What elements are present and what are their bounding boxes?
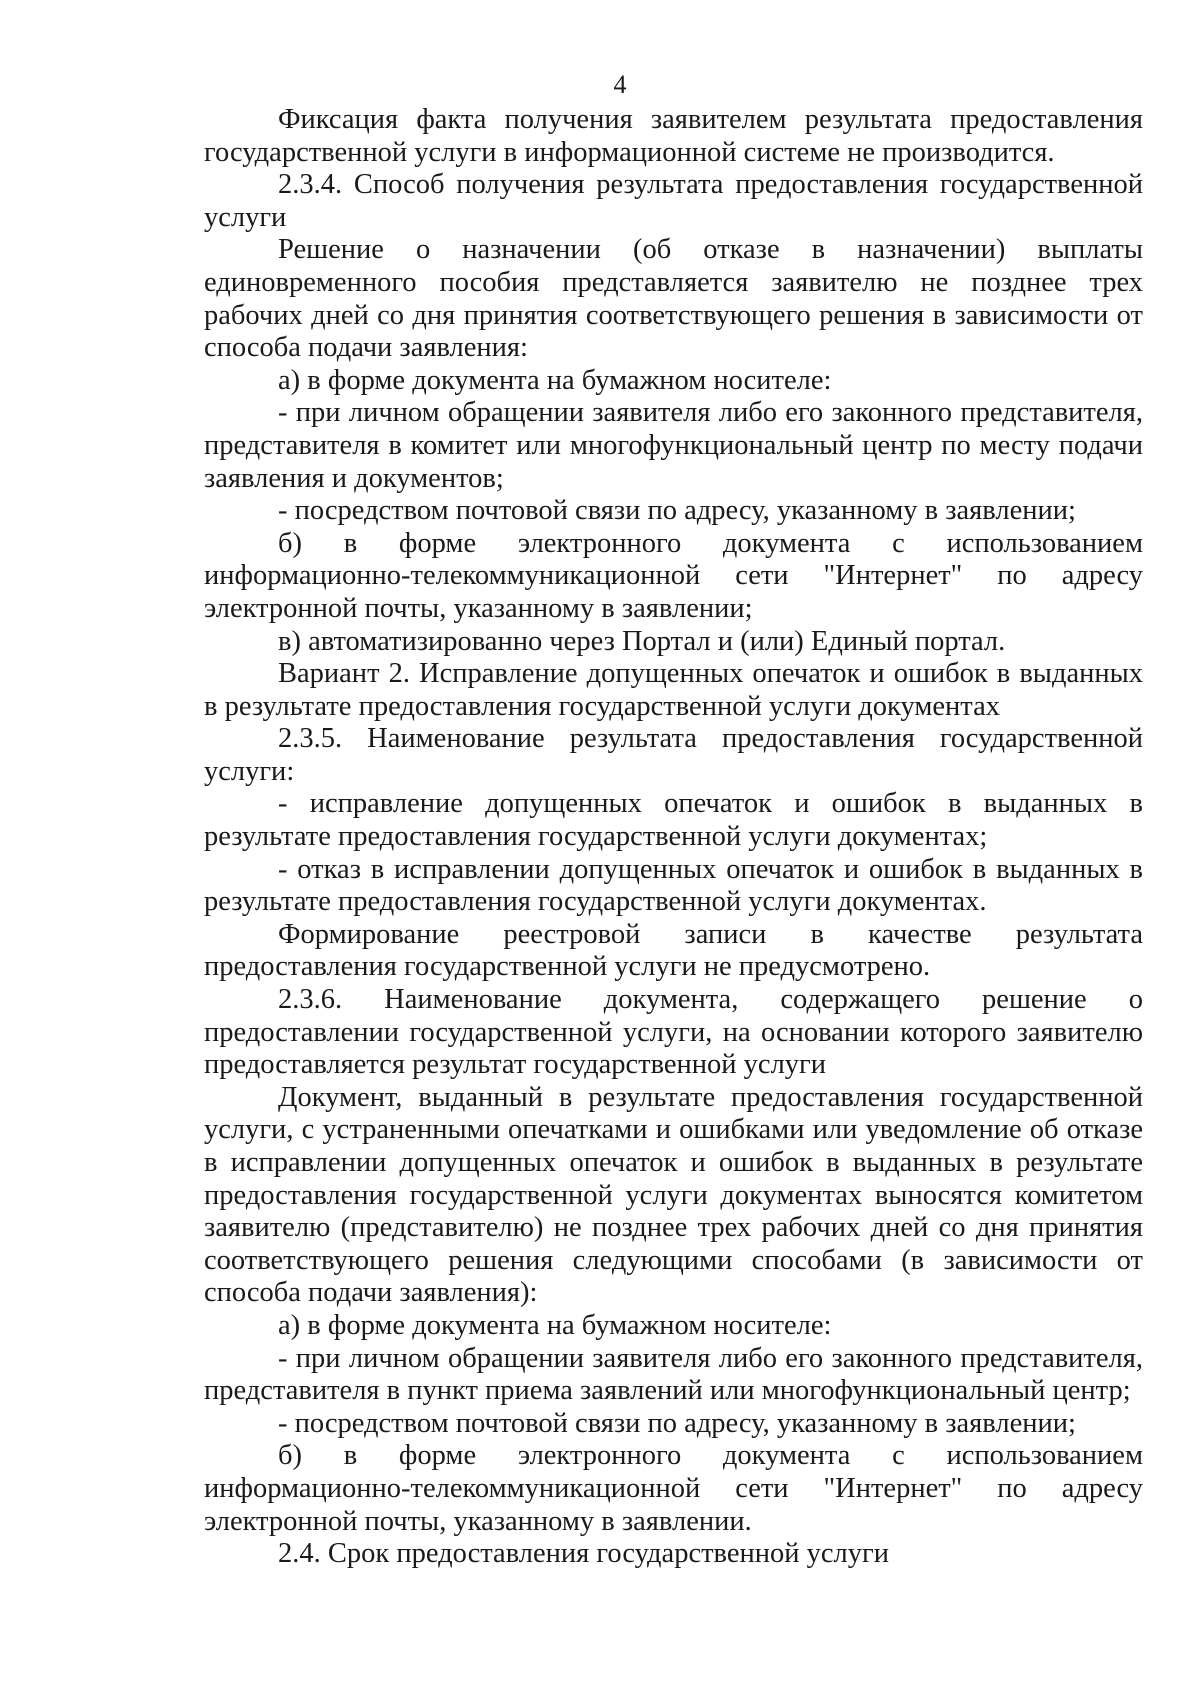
heading-2-3-4: 2.3.4. Способ получения результата предоставления государственной услуги — [204, 169, 1143, 233]
list-item-c-portal: в) автоматизированно через Портал и (или) Единый портал. — [278, 625, 1006, 657]
list-item-a-paper: а) в форме документа на бумажном носителе: — [278, 364, 832, 396]
paragraph-corrected-document: Документ, выданный в результате предоставления государственной услуги, с устраненными опечатками и ошибками или уведомление об отказе в исправлении допущенных опечаток и ошибок в выданных в результате предоставления государственной услуги документах выносятся комитетом заявителю (представителю) не позднее трех рабочих дней со дня принятия соответствующего решения следующими способами (в зависимости от способа подачи заявления): — [204, 1081, 1143, 1309]
list-item-b-electronic: б) в форме электронного документа с использованием информационно-телекоммуникационной сети "Интернет" по адресу электронной почты, указанному в заявлении; — [204, 527, 1143, 624]
heading-2-3-6: 2.3.6. Наименование документа, содержащего решение о предоставлении государственной услуги, на основании которого заявителю предоставляется результат государственной услуги — [204, 984, 1143, 1081]
list-item-postal-2: - посредством почтовой связи по адресу, указанному в заявлении; — [278, 1407, 1076, 1439]
heading-2-4: 2.4. Срок предоставления государственной услуги — [278, 1538, 889, 1570]
list-item-in-person: - при личном обращении заявителя либо его законного представителя, представителя в комитет или многофункциональный центр по месту подачи заявления и документов; — [204, 397, 1143, 494]
paragraph-decision-delivery: Решение о назначении (об отказе в назначении) выплаты единовременного пособия представляется заявителю не позднее трех рабочих дней со дня принятия соответствующего решения в зависимости от способа подачи заявления: — [204, 234, 1143, 364]
heading-2-3-5: 2.3.5. Наименование результата предоставления государственной услуги: — [204, 723, 1143, 787]
document-body — [204, 104, 1143, 1571]
page-number: 4 — [613, 70, 627, 99]
list-item-postal: - посредством почтовой связи по адресу, указанному в заявлении; — [278, 495, 1076, 527]
paragraph-registry-record: Формирование реестровой записи в качестве результата предоставления государственной услуги не предусмотрено. — [204, 918, 1143, 983]
list-item-a-paper-2: а) в форме документа на бумажном носителе: — [278, 1309, 832, 1341]
heading-variant-2: Вариант 2. Исправление допущенных опечаток и ошибок в выданных в результате предоставления государственной услуги документах — [204, 658, 1143, 722]
paragraph-recording-note: Фиксация факта получения заявителем результата предоставления государственной услуги в информационной системе не производится. — [204, 104, 1143, 168]
list-item-correction: - исправление допущенных опечаток и ошибок в выданных в результате предоставления государственной услуги документах; — [204, 788, 1143, 853]
list-item-in-person-2: - при личном обращении заявителя либо его законного представителя, представителя в пункт приема заявлений или многофункциональный центр; — [204, 1342, 1143, 1407]
list-item-refusal: - отказ в исправлении допущенных опечаток и ошибок в выданных в результате предоставления государственной услуги документах. — [204, 853, 1143, 918]
list-item-b-electronic-2: б) в форме электронного документа с использованием информационно-телекоммуникационной сети "Интернет" по адресу электронной почты, указанному в заявлении. — [204, 1440, 1143, 1537]
